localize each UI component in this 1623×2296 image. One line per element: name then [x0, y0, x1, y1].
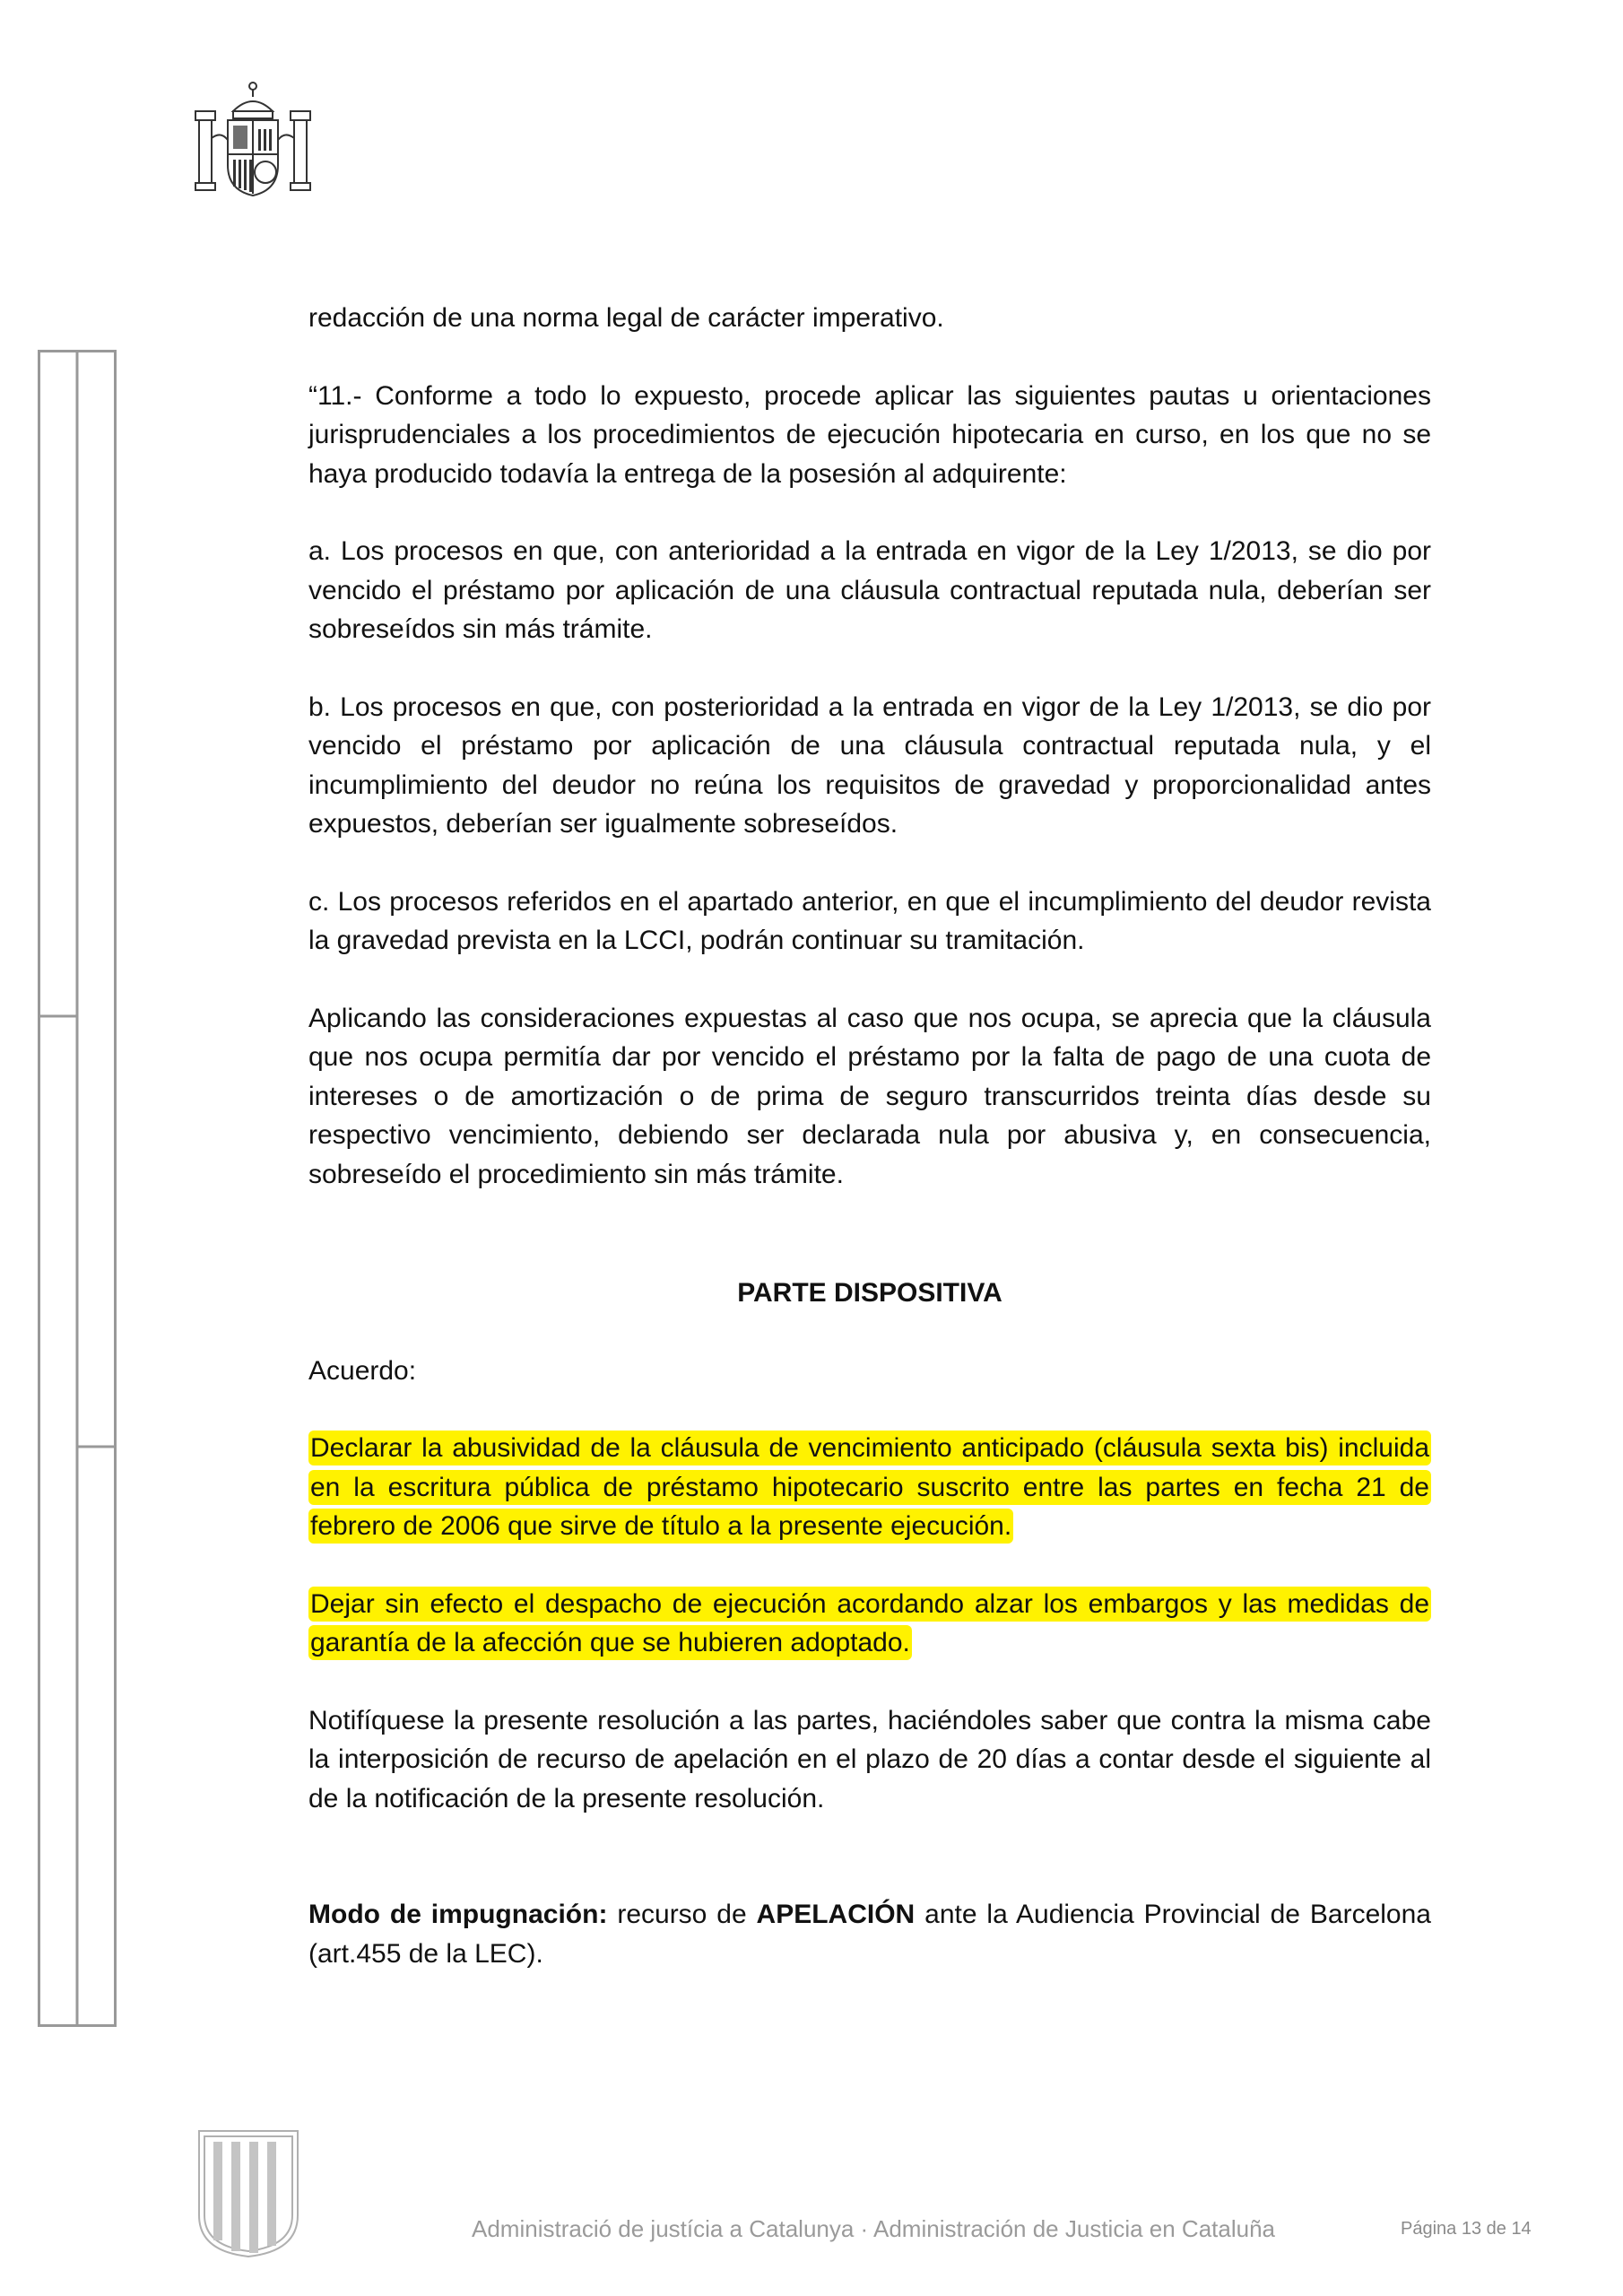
- spanish-coat-of-arms-icon: [192, 75, 314, 201]
- paragraph-application: Aplicando las consideraciones expuestas al caso que nos ocupa, se aprecia que la cláusula que nos ocupa permitía dar por vencido el préstamo por la falta de pago de una cuota de intereses o de amortización o de prima de seguro transcurridos treinta días desde su respectivo vencimiento, debiendo ser declarada nula por abusiva y, en consecuencia, sobreseído el procedimiento sin más trámite.: [308, 1003, 1431, 1189]
- section-title: PARTE DISPOSITIVA: [737, 1278, 1002, 1308]
- document-body: [308, 299, 1431, 2012]
- highlighted-ruling-1: [308, 1429, 1431, 1546]
- paragraph-notification: Notifíquese la presente resolución a las partes, haciéndoles saber que contra la misma cabe la interposición de recurso de apelación en el plazo de 20 días a contar desde el siguiente al de la notificación de la presente resolución.: [308, 1705, 1431, 1813]
- paragraph-a: a. Los procesos en que, con anterioridad a la entrada en vigor de la Ley 1/2013, se dio por vencido el préstamo por aplicación de una cláusula contractual reputada nula, deberían ser sobreseídos sin más trámite.: [308, 536, 1431, 644]
- paragraph-c: c. Los procesos referidos en el apartado anterior, en que el incumplimiento del deudor revista la gravedad prevista en la LCCI, podrán continuar su tramitación.: [308, 886, 1431, 955]
- appeal-type: APELACIÓN: [756, 1900, 916, 1929]
- paragraph-b: b. Los procesos en que, con posterioridad a la entrada en vigor de la Ley 1/2013, se dio por vencido el préstamo por aplicación de una cláusula contractual reputada nula, y el incumplimiento del deudor no reúna los requisitos de gravedad y proporcionalidad antes expuestos, deberían ser igualmente sobreseídos.: [308, 691, 1431, 839]
- paragraph-appeal: [308, 1895, 1431, 1973]
- agreement-label: Acuerdo:: [308, 1355, 417, 1386]
- paragraph-intro: redacción de una norma legal de carácter imperativo.: [308, 303, 944, 333]
- paragraph-quote-11: “11.- Conforme a todo lo expuesto, procede aplicar las siguientes pautas u orientaciones jurisprudenciales a los procedimientos de ejecución hipotecaria en curso, en los que no se haya producido todavía la entrega de la posesión al adquirente:: [308, 380, 1431, 489]
- highlight-1: Declarar la abusividad de la cláusula de vencimiento anticipado (cláusula sexta bis) incluida en la escritura pública de préstamo hipotecario suscrito entre las partes en fecha 21 de febrero de 2006 que sirve de título a la presente ejecución.: [308, 1431, 1431, 1544]
- appeal-text-2: ante la Audiencia Provincial de Barcelona (art.455 de la LEC).: [308, 1900, 1431, 1969]
- highlighted-ruling-2: [308, 1585, 1431, 1663]
- catalan-senyera-emblem-icon: [192, 2126, 305, 2260]
- appeal-text-1: recurso de: [607, 1900, 757, 1929]
- appeal-label: Modo de impugnación:: [308, 1900, 608, 1929]
- highlight-2: Dejar sin efecto el despacho de ejecución acordando alzar los embargos y las medidas de garantía de la afección que se hubieren adoptado.: [308, 1587, 1431, 1661]
- footer-text: Administració de justícia a Catalunya · Administración de Justicia en Cataluña: [472, 2215, 1276, 2242]
- margin-frame: [38, 350, 117, 2027]
- page-number: Página 13 de 14: [1401, 2219, 1532, 2239]
